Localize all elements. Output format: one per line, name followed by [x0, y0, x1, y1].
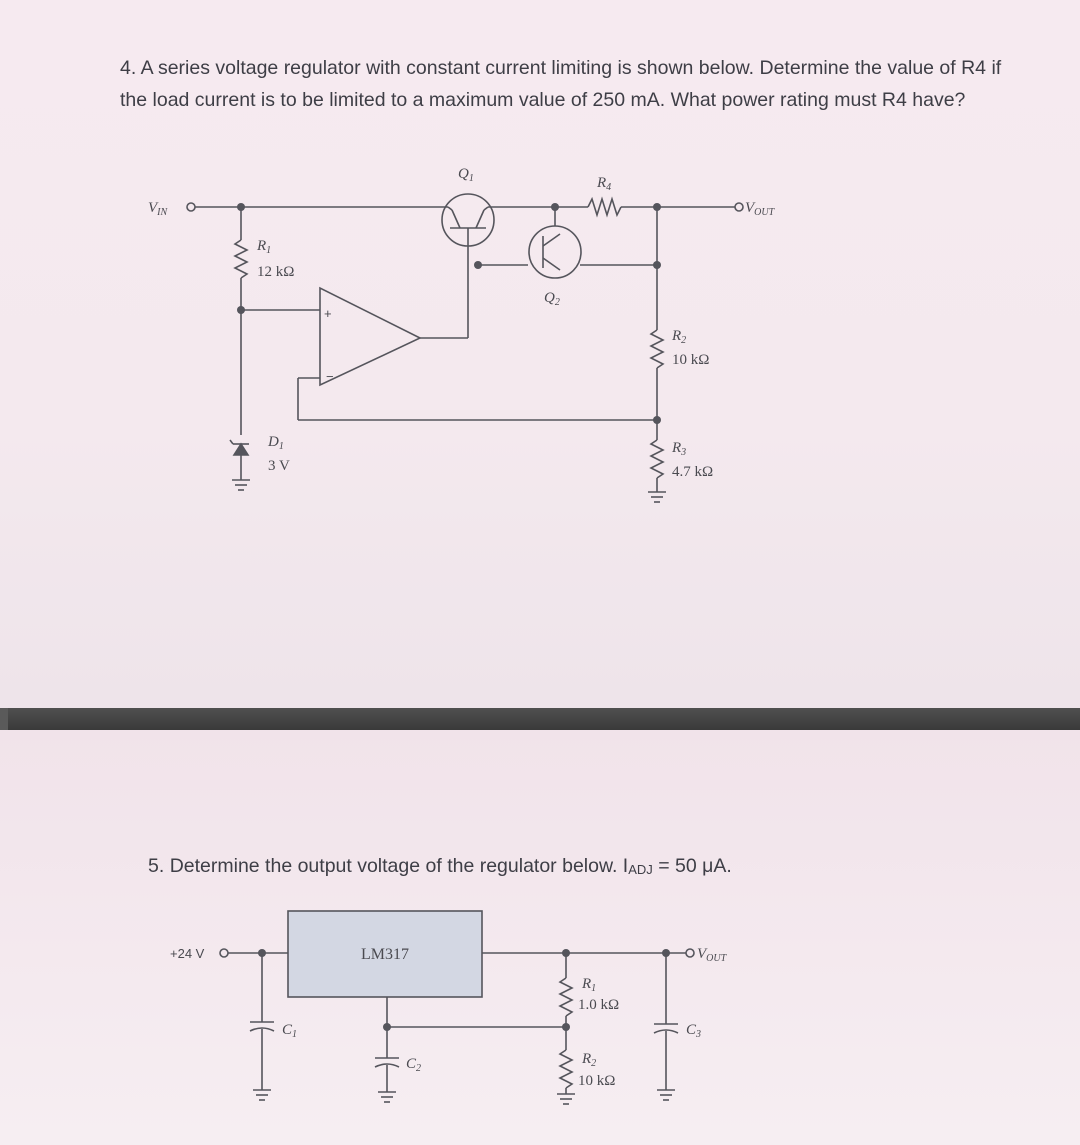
opamp-minus: −: [326, 369, 334, 384]
r3-label: $R_3$: [672, 440, 687, 458]
c3-label: $C_3$: [686, 1022, 702, 1040]
question-5-text-end: = 50 μA.: [652, 855, 732, 877]
regulator-label: LM317: [361, 946, 409, 963]
question-5-number: 5.: [148, 855, 165, 877]
question-5-text: Determine the output voltage of the regulator below. I: [169, 855, 629, 877]
c1-label: $C_1$: [282, 1022, 298, 1040]
vout-label: $V_{OUT}$: [745, 200, 775, 218]
r2-label: $R_2$: [672, 328, 687, 346]
question-5: [148, 852, 948, 884]
vin-label: $V_{IN}$: [148, 200, 168, 218]
c2-vin-label: +24 V: [170, 946, 205, 961]
r4-label: $R_4$: [597, 175, 612, 193]
d1-label: $D_1$: [268, 434, 284, 452]
q2-label: $Q_2$: [544, 290, 560, 308]
question-4-text: A series voltage regulator with constant current limiting is shown below. Determine the value of R4 if the load current is to be limited to a maximum value of 250 mA. What power rating must R4 have?: [120, 57, 1002, 111]
c2-r1-label: $R_1$: [582, 976, 597, 994]
c2-label: $C_2$: [406, 1056, 422, 1074]
c2-vout-label: $V_{OUT}$: [697, 946, 727, 964]
c2-r2-label: $R_2$: [582, 1051, 597, 1069]
c2-r2-value: 10 kΩ: [578, 1073, 616, 1089]
r2-value: 10 kΩ: [672, 352, 710, 368]
question-5-subscript: ADJ: [628, 862, 653, 877]
r1-label: $R_1$: [257, 238, 272, 256]
opamp-plus: +: [324, 306, 332, 321]
q1-label: $Q_1$: [458, 166, 474, 184]
question-4-number: 4.: [120, 57, 137, 79]
d1-value: 3 V: [268, 458, 290, 474]
c2-r1-value: 1.0 kΩ: [578, 997, 620, 1013]
r1-value: 12 kΩ: [257, 264, 295, 280]
r3-value: 4.7 kΩ: [672, 464, 714, 480]
